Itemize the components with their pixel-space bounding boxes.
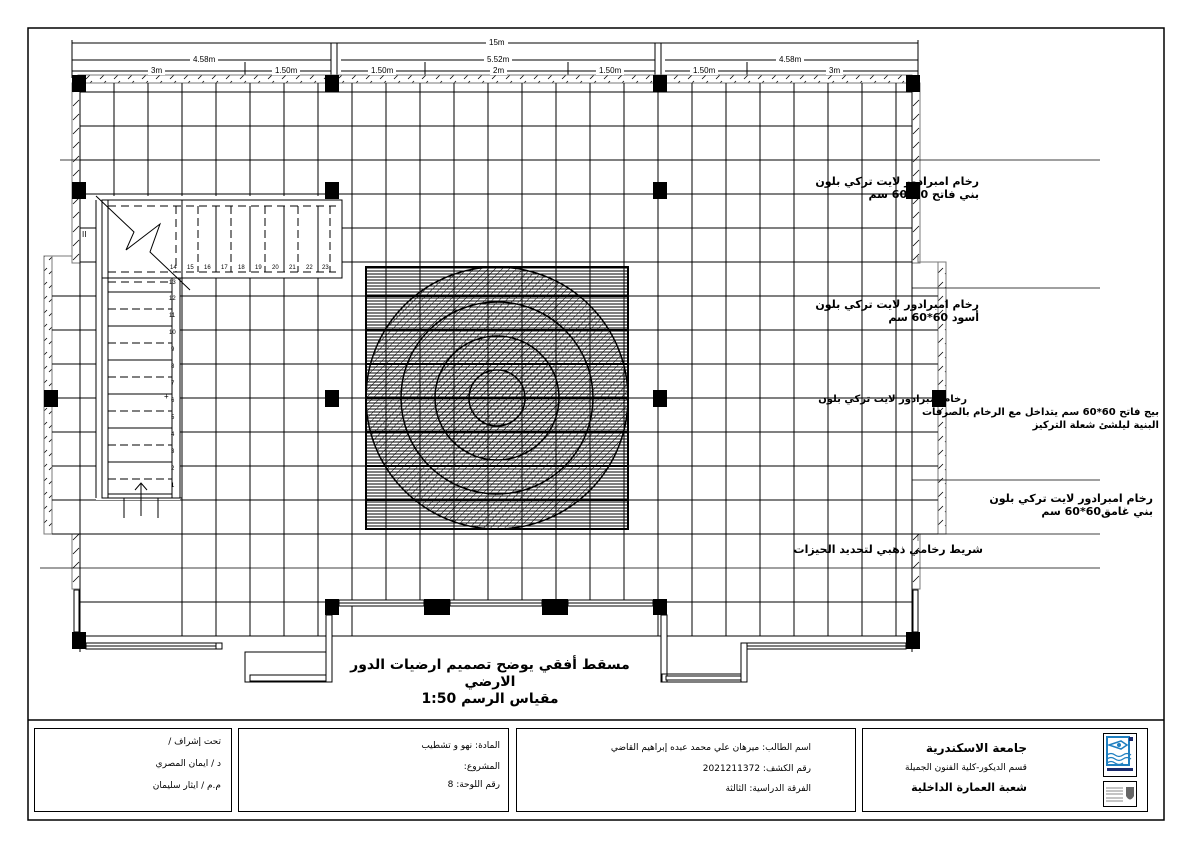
student-id: رقم الكشف: 2021211372 [702, 764, 811, 774]
dim-center-sub-1: 1.50m [368, 66, 396, 75]
dim-left-sub-1: 3m [148, 66, 165, 75]
step-number: 14 [170, 265, 177, 271]
department-name: شعبة العمارة الداخلية [911, 781, 1027, 794]
step-number: 11 [169, 313, 176, 319]
supervisor-2: م.م / ايثار سليمان [152, 781, 221, 791]
central-medallion [366, 267, 628, 529]
institution-box [862, 728, 1148, 812]
sheet-number-line: رقم اللوحة: 8 [447, 780, 500, 790]
step-number: 12 [169, 296, 176, 302]
step-number: 9 [171, 347, 175, 353]
step-number: 20 [272, 265, 279, 271]
dim-center-bay: 5.52m [484, 55, 512, 64]
material-note-4 [923, 492, 1153, 518]
step-number: 23 [322, 265, 329, 271]
material-note-3 [818, 393, 1159, 432]
dim-left-bay: 4.58m [190, 55, 218, 64]
step-number: 7 [171, 381, 175, 387]
drawing-title-main: مسقط أفقي يوضح تصميم ارضيات الدور الارضي [350, 657, 630, 690]
material-note-1 [749, 175, 979, 201]
step-number: 16 [204, 265, 211, 271]
supervision-box [34, 728, 232, 812]
project-line: المشروع: [463, 762, 500, 772]
step-number: 22 [306, 265, 313, 271]
university-logo-icon [1103, 781, 1137, 807]
university-name: جامعة الاسكندرية [925, 741, 1027, 755]
step-number: 4 [171, 432, 175, 438]
step-number: 6 [171, 398, 175, 404]
note-line: البنية ليلشئ شعلة التركيز [1032, 420, 1159, 431]
note-line: بيج فاتح 60*60 سم يتداخل مع الرخام بالصرفات [921, 407, 1159, 418]
dim-left-sub-2: 1.50m [272, 66, 300, 75]
step-number: 19 [255, 265, 262, 271]
step-number: 1 [171, 483, 175, 489]
supervision-heading: تحت إشراف / [168, 737, 221, 747]
student-year: الفرقة الدراسية: الثالثة [725, 784, 811, 794]
note-line: بني غامق60*60 سم [1041, 505, 1153, 518]
step-number: 8 [171, 364, 175, 370]
dim-center-sub-2: 2m [490, 66, 507, 75]
step-number: 10 [169, 330, 176, 336]
supervisor-1: د / ايمان المصري [155, 759, 221, 769]
subject-line: المادة: نهو و تشطيب [421, 741, 500, 751]
note-line: رخام امبرادور لايت تركي بلون [989, 492, 1153, 505]
material-note-5 [743, 543, 983, 556]
subject-box [238, 728, 509, 812]
step-number: 15 [187, 265, 194, 271]
top-wall [78, 75, 912, 83]
step-number: 3 [171, 449, 175, 455]
step-number: 17 [221, 265, 228, 271]
dim-right-bay: 4.58m [776, 55, 804, 64]
drawing-title [340, 657, 640, 708]
step-number: 2 [171, 466, 175, 472]
drawing-scale: مقياس الرسم 1:50 [421, 691, 559, 707]
faculty-name: قسم الديكور-كلية الفنون الجميلة [905, 763, 1027, 773]
note-line: رخام امبرادور لايت تركي بلون [818, 394, 967, 405]
note-line: شريط رخامي ذهبي لتحديد الحيزات [793, 543, 983, 556]
dim-overall: 15m [486, 38, 508, 47]
dim-center-sub-3: 1.50m [596, 66, 624, 75]
step-number: 5 [171, 415, 175, 421]
student-name: اسم الطالب: ميرهان علي محمد عبده إبراهيم القاضي [610, 743, 811, 753]
step-number: 21 [289, 265, 296, 271]
student-box [516, 728, 856, 812]
dim-right-sub-1: 1.50m [690, 66, 718, 75]
faculty-logo-icon [1103, 733, 1137, 777]
material-note-2 [749, 298, 979, 324]
step-number: 13 [169, 280, 176, 286]
section-mark: II [82, 230, 87, 239]
note-line: بني فاتح 60*60 سم [868, 188, 979, 201]
dim-right-sub-2: 3m [826, 66, 843, 75]
note-line: رخام امبرادور لايت تركي بلون [815, 175, 979, 188]
note-line: أسود 60*60 سم [888, 311, 979, 324]
step-number: 18 [238, 265, 245, 271]
note-line: رخام امبرادور لايت تركي بلون [815, 298, 979, 311]
stair-up-marker: + [164, 392, 169, 401]
